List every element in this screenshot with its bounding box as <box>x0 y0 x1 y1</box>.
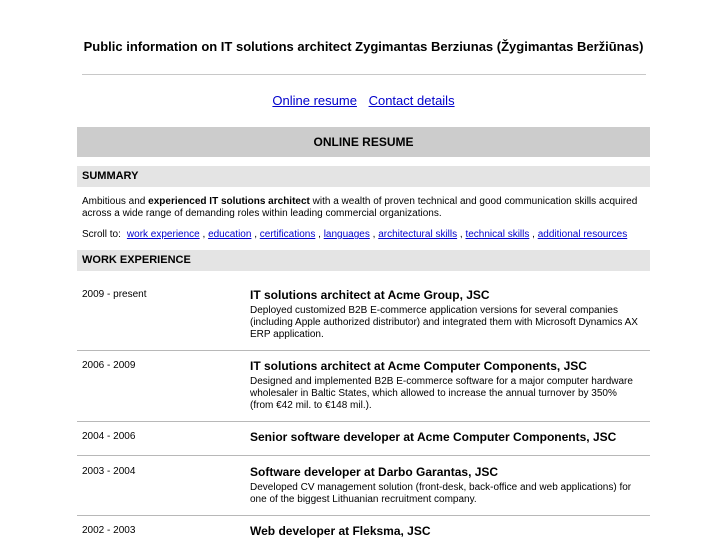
scroll-link-separator: , <box>199 229 209 240</box>
page-title: Public information on IT solutions architect Zygimantas Berziunas (Žygimantas Beržiūnas) <box>83 39 644 54</box>
job-divider <box>77 455 650 456</box>
job-dates: 2006 - 2009 <box>82 360 136 371</box>
job-divider <box>77 515 650 516</box>
job-title: IT solutions architect at Acme Computer Components, JSC <box>250 359 587 373</box>
title-divider <box>82 74 646 75</box>
job-description: Designed and implemented B2B E-commerce software for a major computer hardware wholesaler in Baltic States, which allowed to increase the annual turnover by 350% (from €42 mil. to €148 mil.). <box>250 376 633 411</box>
job-description: Developed CV management solution (front-desk, back-office and web applications) for one of the biggest Lithuanian recruitment company. <box>250 482 632 505</box>
scroll-link-separator: , <box>315 229 324 240</box>
scroll-link-architectural-skills[interactable]: architectural skills <box>378 229 458 240</box>
scroll-link-certifications[interactable]: certifications <box>259 229 316 240</box>
summary-text <box>82 196 647 220</box>
scroll-link-separator: , <box>457 229 466 240</box>
job-title: IT solutions architect at Acme Group, JSC <box>250 288 490 302</box>
nav-link-contact-details[interactable]: Contact details <box>368 93 455 108</box>
job-divider <box>77 421 650 422</box>
scroll-to-links <box>82 229 647 241</box>
scroll-link-additional-resources[interactable]: additional resources <box>537 229 628 240</box>
scroll-link-separator: , <box>369 229 379 240</box>
scroll-link-separator: , <box>251 229 260 240</box>
scroll-link-technical-skills[interactable]: technical skills <box>465 229 530 240</box>
summary-heading: SUMMARY <box>77 166 650 187</box>
summary-text-emphasis: experienced IT solutions architect <box>148 196 310 207</box>
summary-text-rest: with a wealth of proven technical and good communication skills acquired across a wide range of demanding roles within leading commercial organizations. <box>82 196 638 219</box>
job-divider <box>77 350 650 351</box>
job-title: Senior software developer at Acme Computer Components, JSC <box>250 430 617 444</box>
job-title: Software developer at Darbo Garantas, JSC <box>250 465 499 479</box>
job-title: Web developer at Fleksma, JSC <box>250 524 431 538</box>
job-description: Deployed customized B2B E-commerce application versions for several companies (including Apple authorized distributor) and integrated them with Microsoft Dynamics AX ERP application. <box>250 305 638 340</box>
job-dates: 2003 - 2004 <box>82 466 136 477</box>
job-dates: 2002 - 2003 <box>82 525 136 536</box>
nav-link-online-resume[interactable]: Online resume <box>272 93 357 108</box>
job-dates: 2009 - present <box>82 289 147 300</box>
scroll-link-languages[interactable]: languages <box>323 229 370 240</box>
top-navigation <box>0 93 727 108</box>
scroll-link-work-experience[interactable]: work experience <box>126 229 200 240</box>
work-experience-heading: WORK EXPERIENCE <box>77 250 650 271</box>
summary-text-intro: Ambitious and <box>82 196 149 207</box>
scroll-to-label: Scroll to: <box>82 229 121 240</box>
scroll-link-education[interactable]: education <box>208 229 252 240</box>
job-dates: 2004 - 2006 <box>82 431 136 442</box>
scroll-link-separator: , <box>529 229 538 240</box>
online-resume-heading: ONLINE RESUME <box>77 127 650 157</box>
